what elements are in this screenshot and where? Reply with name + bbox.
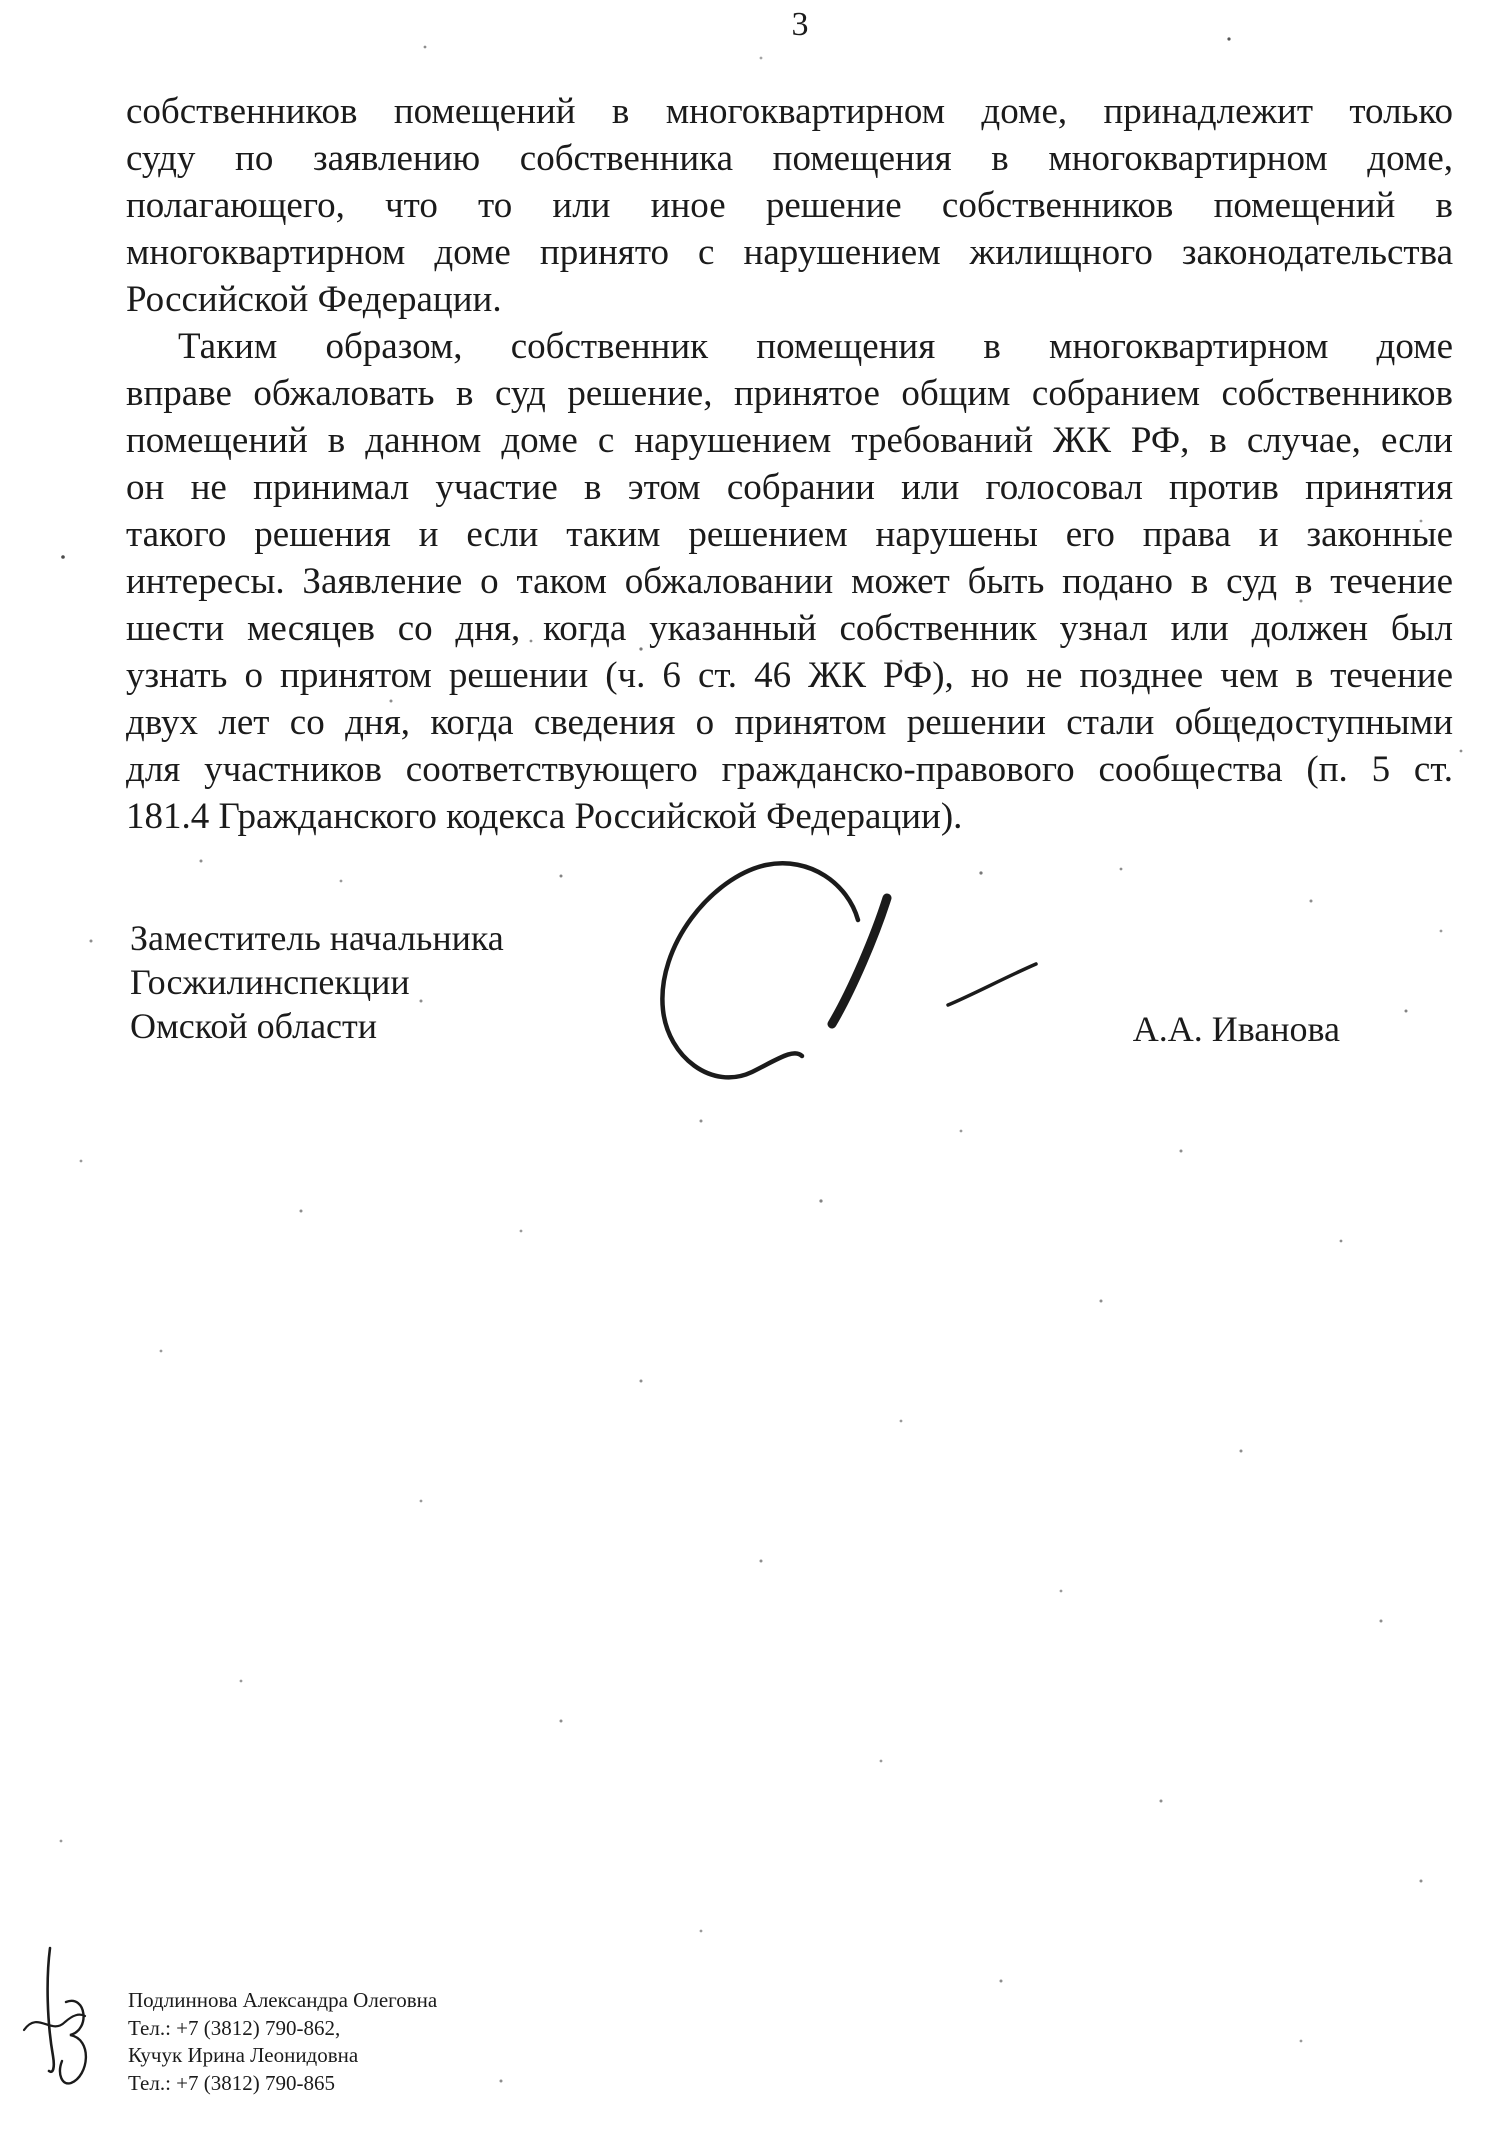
page-number: 3: [791, 6, 809, 43]
body-line: полагающего, что то или иное решение собственников помещений в: [126, 185, 1453, 226]
signer-title: [130, 916, 504, 1048]
body-line: Российской Федерации.: [126, 279, 502, 320]
contact-name: Кучук Ирина Леонидовна: [128, 2043, 359, 2067]
body-line: Таким образом, собственник помещения в многоквартирном доме: [178, 326, 1453, 367]
body-line: многоквартирном доме принято с нарушением жилищного законодательства: [126, 232, 1453, 273]
scan-noise: [0, 0, 2, 2]
body-line: интересы. Заявление о таком обжаловании может быть подано в суд в течение: [126, 561, 1453, 602]
body-line: суду по заявлению собственника помещения в многоквартирном доме,: [126, 138, 1453, 179]
contact-phone: Тел.: +7 (3812) 790-865: [128, 2070, 335, 2095]
signer-title-line: Омской области: [130, 1006, 378, 1046]
body-line: он не принимал участие в этом собрании или голосовал против принятия: [126, 467, 1453, 508]
contact-phone: Тел.: +7 (3812) 790-862,: [128, 2015, 341, 2040]
signer-title-line: Заместитель начальника: [130, 918, 504, 958]
body-line: помещений в данном доме с нарушением требований ЖК РФ, в случае, если: [126, 420, 1453, 461]
body-line: 181.4 Гражданского кодекса Российской Федерации).: [126, 796, 963, 837]
body-line: шести месяцев со дня, когда указанный собственник узнал или должен был: [126, 608, 1453, 649]
body-line: для участников соответствующего гражданско-правового сообщества (п. 5 ст.: [126, 749, 1453, 790]
footer-contacts: [128, 1987, 437, 2097]
body-line: такого решения и если таким решением нарушены его права и законные: [126, 514, 1453, 555]
body-line: двух лет со дня, когда сведения о принятом решении стали общедоступными: [126, 702, 1453, 743]
signer-title-line: Госжилинспекции: [130, 962, 410, 1002]
handwritten-initials-icon: [20, 1944, 95, 2102]
body-line: узнать о принятом решении (ч. 6 ст. 46 ЖК РФ), но не позднее чем в течение: [126, 655, 1453, 696]
body-line: вправе обжаловать в суд решение, принятое общим собранием собственников: [126, 373, 1453, 414]
body-line: собственников помещений в многоквартирном доме, принадлежит только: [126, 91, 1453, 132]
signer-name: А.А. Иванова: [1132, 1009, 1340, 1049]
contact-name: Подлиннова Александра Олеговна: [128, 1988, 438, 2012]
handwritten-signature-icon: [640, 850, 1060, 1095]
document-body: [126, 88, 1453, 840]
